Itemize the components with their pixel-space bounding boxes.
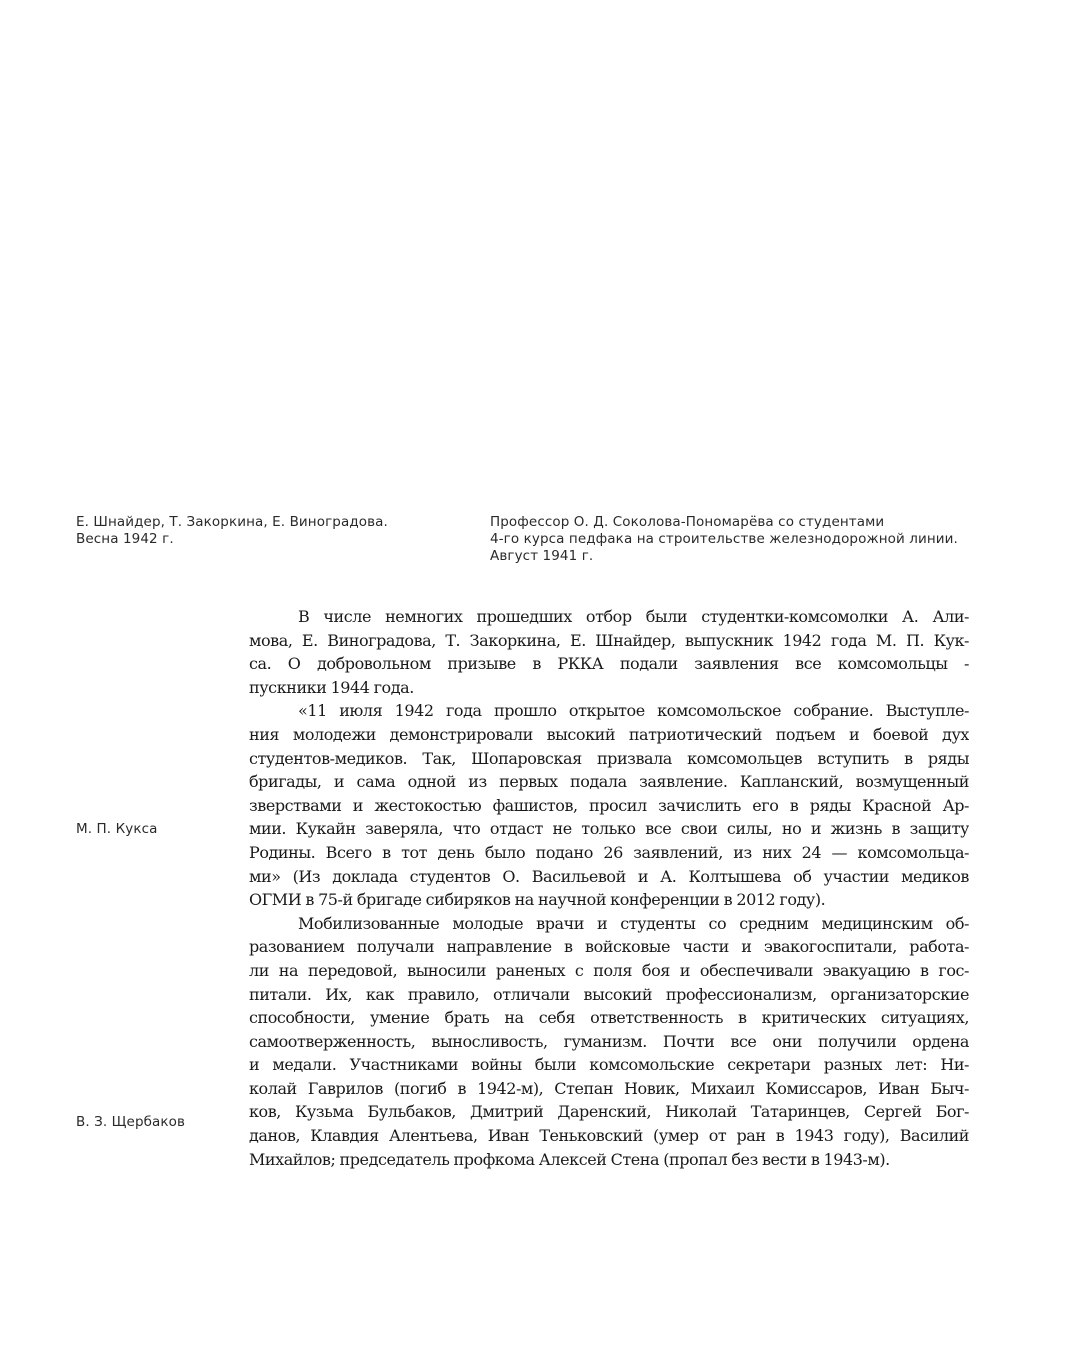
text-line: и медали. Участниками войны были комсомольские секретари разных лет: Ни- [249, 1055, 969, 1075]
text-line: колай Гаврилов (погиб в 1942-м), Степан Новик, Михаил Комиссаров, Иван Быч- [249, 1078, 969, 1098]
text-line: мова, Е. Виноградова, Т. Закоркина, Е. Шнайдер, выпускник 1942 года М. П. Кук- [249, 630, 969, 650]
photo-caption-left [76, 514, 388, 548]
text-line: «11 июля 1942 года прошло открытое комсомольское собрание. Выступле- [298, 701, 969, 721]
caption-line: 4-го курса педфака на строительстве железнодорожной линии. [490, 531, 958, 547]
caption-line: Е. Шнайдер, Т. Закоркина, Е. Виноградова. [76, 514, 388, 530]
text-line: самоотверженность, выносливость, гуманизм. Почти все они получили ордена [249, 1031, 969, 1051]
text-line: В числе немногих прошедших отбор были студентки-комсомолки А. Али- [298, 607, 969, 626]
caption-line: Профессор О. Д. Соколова-Пономарёва со студентами [490, 514, 885, 530]
text-line: ли на передовой, выносили раненых с поля боя и обеспечивали эвакуацию в гос- [249, 960, 969, 980]
text-line: мии. Кукайн заверяла, что отдаст не только все свои силы, но и жизнь в защиту [249, 819, 969, 839]
text-line: способности, умение брать на себя ответственность в критических ситуациях, [249, 1008, 969, 1028]
caption-line: Август 1941 г. [490, 548, 594, 564]
text-line: Михайлов; председатель профкома Алексей Стена (пропал без вести в 1943-м). [249, 1149, 890, 1169]
photo-caption-right [490, 514, 958, 565]
text-line: данов, Клавдия Алентьева, Иван Теньковский (умер от ран в 1943 году), Василий [249, 1126, 969, 1146]
text-line: разованием получали направление в войсковые части и эвакогоспитали, работа- [249, 937, 969, 957]
portrait-caption-shcherbakov: В. З. Щербаков [76, 1114, 186, 1130]
text-line: ОГМИ в 75-й бригаде сибиряков на научной конференции в 2012 году). [249, 890, 826, 910]
text-line: студентов-медиков. Так, Шопаровская призвала комсомольцев вступить в ряды [249, 748, 969, 768]
text-line: зверствами и жестокостью фашистов, просил зачислить его в ряды Красной Ар- [249, 795, 969, 815]
text-line: питали. Их, как правило, отличали высокий профессионализм, организаторские [249, 984, 969, 1004]
text-line: ков, Кузьма Бульбаков, Дмитрий Даренский, Николай Татаринцев, Сергей Бог- [249, 1102, 969, 1122]
portrait-caption-kuksa: М. П. Кукса [76, 821, 158, 837]
body-text [249, 605, 969, 1171]
text-line: Родины. Всего в тот день было подано 26 заявлений, из них 24 — комсомольца- [249, 842, 969, 862]
caption-line: Весна 1942 г. [76, 531, 174, 547]
text-line: пускники 1944 года. [249, 677, 414, 697]
text-line: бригады, и сама одной из первых подала заявление. Капланский, возмущенный [249, 772, 969, 792]
text-line: са. О добровольном призыве в РККА подали заявления все комсомольцы - [249, 654, 969, 674]
text-line: Мобилизованные молодые врачи и студенты со средним медицинским об- [298, 913, 969, 933]
text-line: ми» (Из доклада студентов О. Васильевой и А. Колтышева об участии медиков [249, 866, 969, 886]
text-line: ния молодежи демонстрировали высокий патриотический подъем и боевой дух [249, 724, 969, 744]
